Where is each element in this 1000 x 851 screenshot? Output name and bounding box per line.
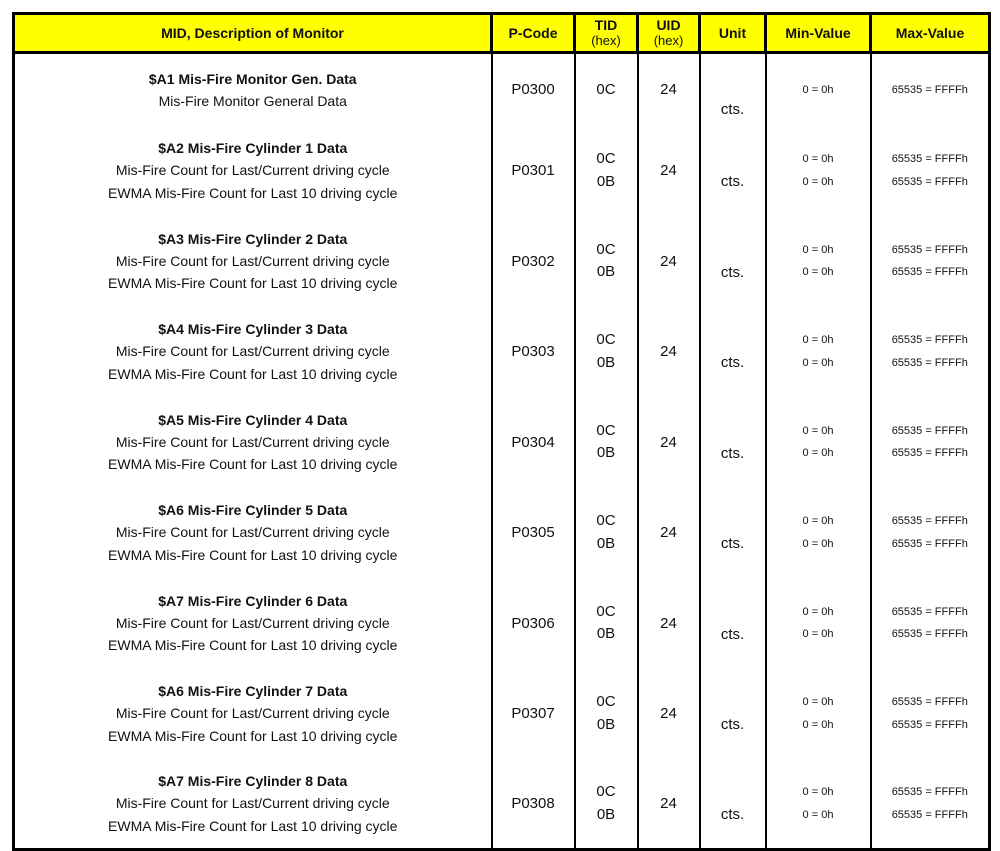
max-value: 65535 = FFFFh bbox=[891, 175, 968, 188]
tid-cell bbox=[575, 578, 638, 669]
unit-cell: cts. bbox=[700, 669, 766, 760]
min-value: 0 = 0h bbox=[802, 266, 834, 279]
monitor-test-description: Mis-Fire Monitor General Data bbox=[158, 92, 347, 109]
max-value-cell bbox=[871, 759, 990, 850]
tid-value: 0C bbox=[596, 783, 616, 800]
tid-value: 0B bbox=[596, 534, 616, 552]
unit-cell: cts. bbox=[700, 488, 766, 579]
max-value-cell bbox=[871, 669, 990, 760]
min-value: 0 = 0h bbox=[802, 537, 834, 550]
max-value-cell bbox=[871, 53, 990, 126]
max-value-cell bbox=[871, 578, 990, 669]
monitor-description-cell bbox=[14, 397, 492, 488]
uid-cell: 24 bbox=[638, 216, 700, 307]
monitor-description-cell bbox=[14, 53, 492, 126]
uid-cell: 24 bbox=[638, 488, 700, 579]
tid-value: 0C bbox=[596, 331, 616, 349]
tid-cell bbox=[575, 488, 638, 579]
monitor-title: $A7 Mis-Fire Cylinder 8 Data bbox=[158, 773, 348, 789]
header-pcode: P-Code bbox=[492, 14, 575, 53]
header-uid: UID (hex) bbox=[638, 14, 700, 53]
uid-cell: 24 bbox=[638, 578, 700, 669]
mis-fire-monitor-table bbox=[12, 12, 991, 851]
monitor-test-description: Mis-Fire Count for Last/Current driving cycle bbox=[115, 252, 390, 269]
header-unit: Unit bbox=[700, 14, 766, 53]
tid-cell bbox=[575, 216, 638, 307]
max-value: 65535 = FFFFh bbox=[891, 334, 968, 347]
pcode-cell: P0300 bbox=[492, 53, 575, 126]
min-value-cell bbox=[766, 307, 871, 398]
monitor-test-description: Mis-Fire Count for Last/Current driving cycle bbox=[115, 524, 390, 541]
tid-cell bbox=[575, 53, 638, 126]
monitor-title: $A6 Mis-Fire Cylinder 7 Data bbox=[158, 683, 348, 700]
tid-value: 0C bbox=[596, 693, 616, 711]
uid-cell: 24 bbox=[638, 307, 700, 398]
max-value-cell bbox=[871, 397, 990, 488]
unit-cell: cts. bbox=[700, 126, 766, 217]
monitor-test-description: Mis-Fire Count for Last/Current driving cycle bbox=[115, 705, 390, 722]
header-max-value: Max-Value bbox=[871, 14, 990, 53]
max-value: 65535 = FFFFh bbox=[891, 786, 968, 798]
unit-cell: cts. bbox=[700, 216, 766, 307]
tid-value: 0C bbox=[596, 512, 616, 530]
max-value: 65535 = FFFFh bbox=[891, 605, 968, 618]
pcode-cell: P0303 bbox=[492, 307, 575, 398]
min-value: 0 = 0h bbox=[802, 334, 834, 347]
max-value: 65535 = FFFFh bbox=[891, 718, 968, 731]
pcode-cell: P0301 bbox=[492, 126, 575, 217]
monitor-test-description: Mis-Fire Count for Last/Current driving cycle bbox=[115, 162, 390, 179]
monitor-test-description: EWMA Mis-Fire Count for Last 10 driving cycle bbox=[108, 456, 398, 473]
header-tid: TID (hex) bbox=[575, 14, 638, 53]
min-value: 0 = 0h bbox=[802, 628, 834, 641]
tid-value: 0B bbox=[596, 444, 616, 462]
tid-value: 0B bbox=[596, 715, 616, 733]
unit-cell: cts. bbox=[700, 397, 766, 488]
min-value-cell bbox=[766, 216, 871, 307]
max-value: 65535 = FFFFh bbox=[891, 447, 968, 460]
pcode-cell: P0302 bbox=[492, 216, 575, 307]
max-value: 65535 = FFFFh bbox=[891, 628, 968, 641]
min-value: 0 = 0h bbox=[802, 243, 834, 256]
unit-cell: cts. bbox=[700, 307, 766, 398]
monitor-test-description: EWMA Mis-Fire Count for Last 10 driving cycle bbox=[108, 637, 398, 654]
monitor-test-description: Mis-Fire Count for Last/Current driving cycle bbox=[115, 614, 390, 631]
max-value-cell bbox=[871, 126, 990, 217]
uid-cell: 24 bbox=[638, 759, 700, 850]
pcode-cell: P0307 bbox=[492, 669, 575, 760]
tid-cell bbox=[575, 307, 638, 398]
max-value: 65535 = FFFFh bbox=[891, 356, 968, 369]
min-value: 0 = 0h bbox=[802, 696, 834, 709]
max-value: 65535 = FFFFh bbox=[891, 83, 968, 96]
table-row bbox=[14, 669, 990, 760]
max-value: 65535 = FFFFh bbox=[891, 153, 968, 166]
tid-value: 0B bbox=[596, 263, 616, 281]
monitor-title: $A3 Mis-Fire Cylinder 2 Data bbox=[158, 230, 348, 247]
min-value-cell bbox=[766, 488, 871, 579]
table-row bbox=[14, 216, 990, 307]
tid-value: 0B bbox=[596, 805, 616, 823]
table-row bbox=[14, 307, 990, 398]
min-value: 0 = 0h bbox=[802, 153, 834, 166]
table-row bbox=[14, 759, 990, 850]
tid-value: 0C bbox=[596, 421, 616, 439]
monitor-description-cell bbox=[14, 216, 492, 307]
pcode-cell: P0306 bbox=[492, 578, 575, 669]
tid-cell bbox=[575, 759, 638, 850]
uid-cell: 24 bbox=[638, 397, 700, 488]
tid-value: 0C bbox=[596, 240, 616, 258]
max-value-cell bbox=[871, 488, 990, 579]
min-value: 0 = 0h bbox=[802, 175, 834, 188]
table-row bbox=[14, 578, 990, 669]
uid-cell: 24 bbox=[638, 669, 700, 760]
monitor-test-description: EWMA Mis-Fire Count for Last 10 driving cycle bbox=[108, 275, 398, 292]
max-value: 65535 = FFFFh bbox=[891, 424, 968, 437]
max-value: 65535 = FFFFh bbox=[891, 266, 968, 279]
monitor-test-description: Mis-Fire Count for Last/Current driving cycle bbox=[115, 433, 390, 450]
monitor-title: $A5 Mis-Fire Cylinder 4 Data bbox=[158, 411, 348, 428]
monitor-description-cell bbox=[14, 307, 492, 398]
tid-value: 0C bbox=[596, 602, 616, 620]
max-value-cell bbox=[871, 307, 990, 398]
header-row bbox=[14, 14, 990, 53]
unit-cell: cts. bbox=[700, 759, 766, 850]
tid-value: 0B bbox=[596, 172, 616, 190]
max-value: 65535 = FFFFh bbox=[891, 537, 968, 550]
min-value: 0 = 0h bbox=[802, 808, 834, 821]
pcode-cell: P0305 bbox=[492, 488, 575, 579]
pcode-cell: P0308 bbox=[492, 759, 575, 850]
monitor-title: $A1 Mis-Fire Monitor Gen. Data bbox=[148, 70, 357, 87]
table-row bbox=[14, 488, 990, 579]
monitor-test-description: Mis-Fire Count for Last/Current driving cycle bbox=[115, 795, 390, 811]
min-value: 0 = 0h bbox=[802, 515, 834, 528]
tid-cell bbox=[575, 397, 638, 488]
max-value: 65535 = FFFFh bbox=[891, 808, 968, 821]
tid-value: 0B bbox=[596, 353, 616, 371]
tid-value: 0C bbox=[596, 150, 616, 168]
min-value-cell bbox=[766, 397, 871, 488]
monitor-description-cell bbox=[14, 578, 492, 669]
monitor-test-description: EWMA Mis-Fire Count for Last 10 driving cycle bbox=[108, 184, 398, 201]
max-value: 65535 = FFFFh bbox=[891, 243, 968, 256]
min-value-cell bbox=[766, 578, 871, 669]
tid-cell bbox=[575, 126, 638, 217]
monitor-description-cell bbox=[14, 488, 492, 579]
tid-value: 0B bbox=[596, 625, 616, 643]
min-value: 0 = 0h bbox=[802, 83, 834, 96]
monitor-description-cell bbox=[14, 126, 492, 217]
min-value-cell bbox=[766, 759, 871, 850]
header-min-value: Min-Value bbox=[766, 14, 871, 53]
pcode-cell: P0304 bbox=[492, 397, 575, 488]
table-row bbox=[14, 126, 990, 217]
min-value-cell bbox=[766, 53, 871, 126]
monitor-description-cell bbox=[14, 759, 492, 850]
unit-cell: cts. bbox=[700, 578, 766, 669]
tid-cell bbox=[575, 669, 638, 760]
min-value: 0 = 0h bbox=[802, 718, 834, 731]
monitor-test-description: Mis-Fire Count for Last/Current driving cycle bbox=[115, 343, 390, 360]
monitor-test-description: EWMA Mis-Fire Count for Last 10 driving cycle bbox=[108, 546, 398, 563]
header-description: MID, Description of Monitor bbox=[14, 14, 492, 53]
monitor-title: $A7 Mis-Fire Cylinder 6 Data bbox=[158, 592, 348, 609]
min-value: 0 = 0h bbox=[802, 447, 834, 460]
tid-value: 0C bbox=[596, 80, 616, 98]
max-value: 65535 = FFFFh bbox=[891, 696, 968, 709]
monitor-description-cell bbox=[14, 669, 492, 760]
min-value-cell bbox=[766, 669, 871, 760]
max-value: 65535 = FFFFh bbox=[891, 515, 968, 528]
max-value-cell bbox=[871, 216, 990, 307]
unit-cell: cts. bbox=[700, 53, 766, 126]
monitor-test-description: EWMA Mis-Fire Count for Last 10 driving cycle bbox=[108, 727, 398, 744]
monitor-test-description: EWMA Mis-Fire Count for Last 10 driving cycle bbox=[108, 365, 398, 382]
min-value: 0 = 0h bbox=[802, 786, 834, 798]
table-row bbox=[14, 397, 990, 488]
table-row bbox=[14, 53, 990, 126]
min-value-cell bbox=[766, 126, 871, 217]
monitor-title: $A2 Mis-Fire Cylinder 1 Data bbox=[158, 140, 348, 157]
monitor-test-description: EWMA Mis-Fire Count for Last 10 driving cycle bbox=[108, 817, 398, 834]
monitor-title: $A6 Mis-Fire Cylinder 5 Data bbox=[158, 502, 348, 519]
min-value: 0 = 0h bbox=[802, 424, 834, 437]
min-value: 0 = 0h bbox=[802, 605, 834, 618]
uid-cell: 24 bbox=[638, 126, 700, 217]
monitor-title: $A4 Mis-Fire Cylinder 3 Data bbox=[158, 321, 348, 338]
uid-cell: 24 bbox=[638, 53, 700, 126]
min-value: 0 = 0h bbox=[802, 356, 834, 369]
